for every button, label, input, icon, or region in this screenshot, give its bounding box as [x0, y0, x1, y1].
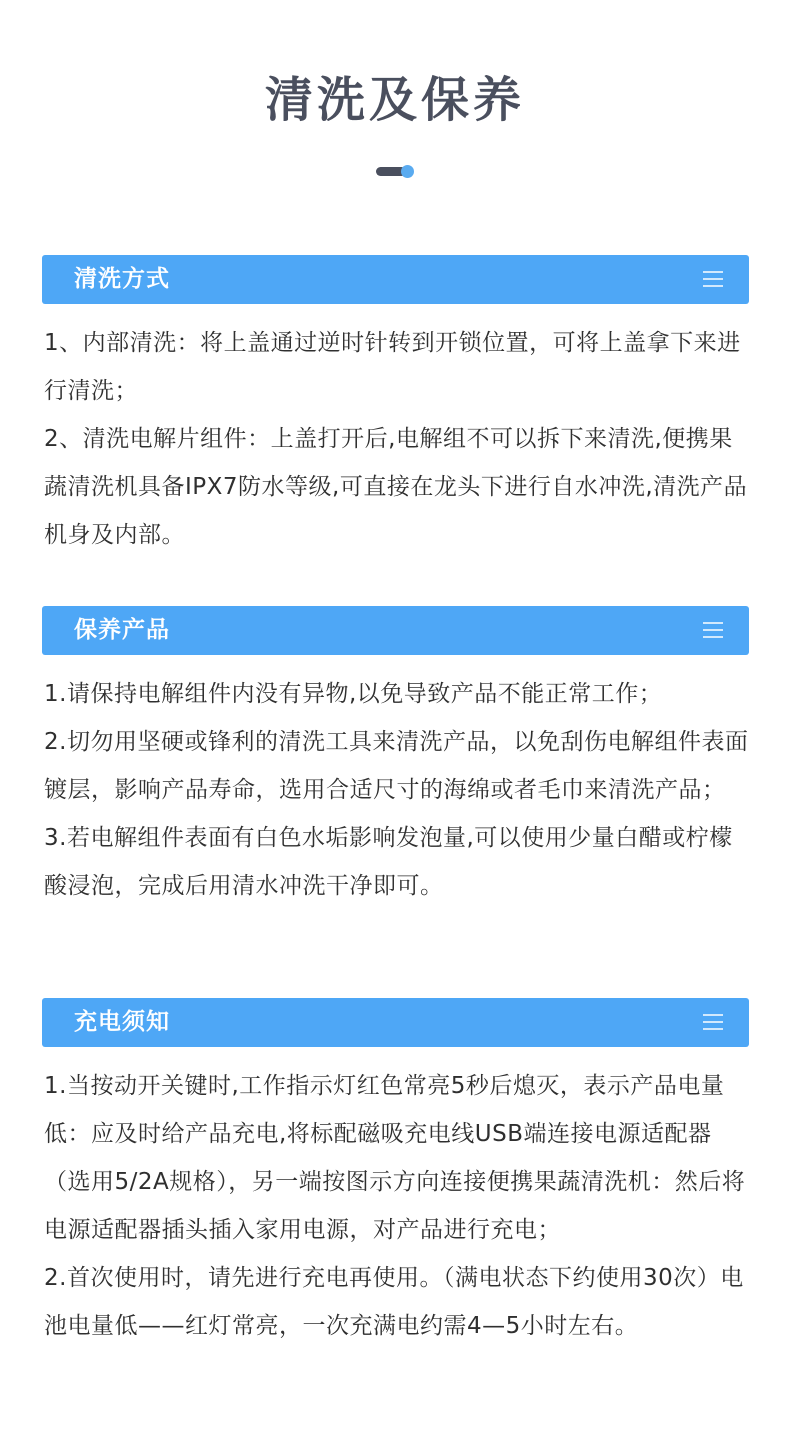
paragraph: 1.请保持电解组件内没有异物,以免导致产品不能正常工作； — [44, 681, 663, 707]
section-body-charging — [44, 1062, 756, 1350]
menu-lines-icon — [703, 270, 723, 288]
section-header-charging — [42, 998, 749, 1047]
page-title: 清洗及保养 — [264, 72, 525, 128]
menu-lines-icon — [703, 621, 723, 639]
menu-lines-icon — [703, 1013, 723, 1031]
paragraph: 2.切勿用坚硬或锋利的清洗工具来清洗产品，以免刮伤电解组件表面镀层，影响产品寿命，选用合适尺寸的海绵或者毛巾来清洗产品； — [44, 729, 749, 803]
section-header-cleaning-method — [42, 255, 749, 304]
paragraph: 2、清洗电解片组件：上盖打开后,电解组不可以拆下来清洗,便携果蔬清洗机具备IPX7防水等级,可直接在龙头下进行自水冲洗,清洗产品机身及内部。 — [44, 426, 748, 548]
paragraph: 1.当按动开关键时,工作指示灯红色常亮5秒后熄灭，表示产品电量低：应及时给产品充电,将标配磁吸充电线USB端连接电源适配器（选用5/2A规格），另一端按图示方向连接便携果蔬清洗机：然后将电源适配器插头插入家用电源，对产品进行充电； — [44, 1073, 746, 1243]
toggle-dot — [401, 165, 414, 178]
paragraph: 2.首次使用时，请先进行充电再使用。（满电状态下约使用30次）电池电量低——红灯常亮，一次充满电约需4—5小时左右。 — [44, 1265, 744, 1339]
paragraph: 3.若电解组件表面有白色水垢影响发泡量,可以使用少量白醋或柠檬酸浸泡，完成后用清水冲洗干净即可。 — [44, 825, 733, 899]
section-title: 充电须知 — [74, 1009, 170, 1035]
section-title: 清洗方式 — [74, 266, 170, 292]
toggle-icon — [376, 165, 414, 178]
section-title: 保养产品 — [74, 617, 170, 643]
section-body-cleaning-method — [44, 319, 756, 559]
section-header-maintenance — [42, 606, 749, 655]
paragraph: 1、内部清洗：将上盖通过逆时针转到开锁位置，可将上盖拿下来进行清洗； — [44, 330, 741, 404]
section-body-maintenance — [44, 670, 756, 910]
